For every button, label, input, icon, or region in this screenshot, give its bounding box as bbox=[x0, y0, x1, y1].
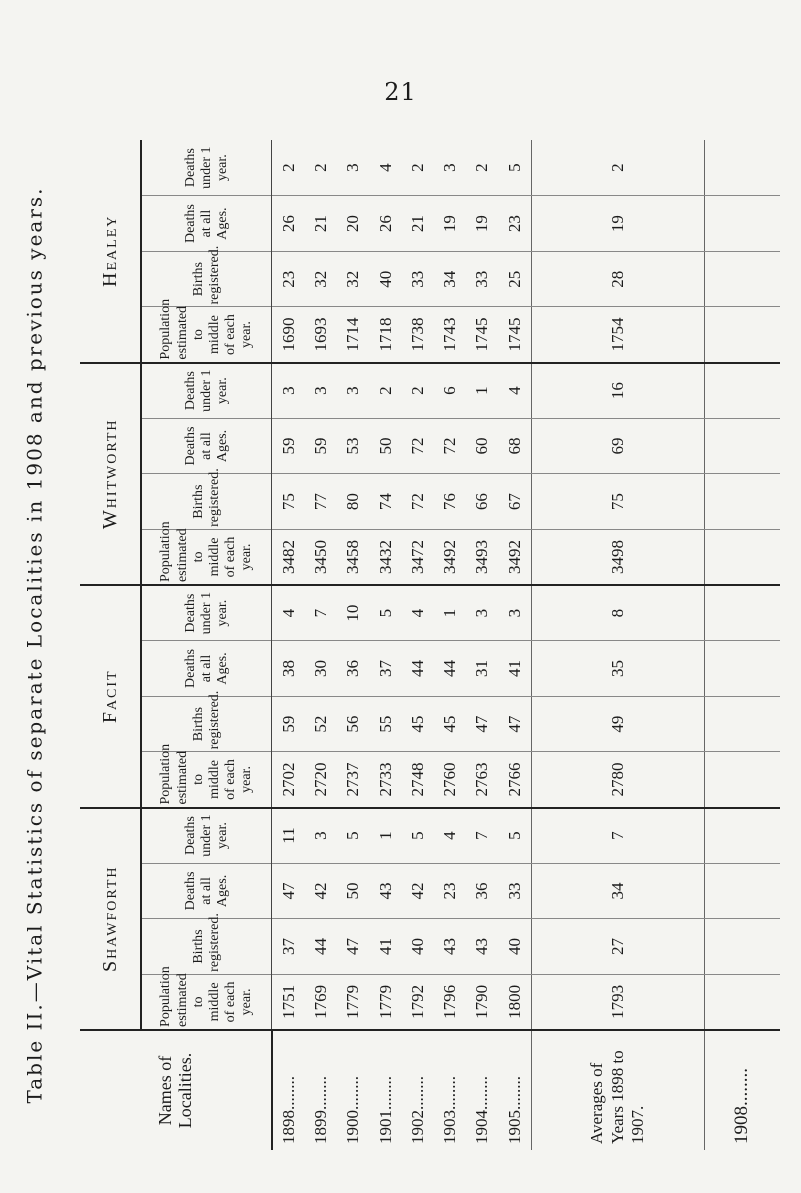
table-cell: 68 bbox=[498, 418, 531, 474]
table-cell: 72 bbox=[402, 474, 434, 530]
vital-statistics-table bbox=[80, 140, 780, 1150]
table-cell: 47 bbox=[337, 919, 369, 975]
table-cell: 1800 bbox=[498, 974, 531, 1030]
table-cell: 5 bbox=[498, 140, 531, 196]
table-cell: 1751 bbox=[272, 974, 305, 1030]
table-cell: 7 bbox=[466, 808, 498, 864]
table-cell: 33 bbox=[466, 251, 498, 307]
table-cell: 19 bbox=[531, 196, 704, 252]
table-cell: 76 bbox=[434, 474, 466, 530]
table-cell: 28 bbox=[531, 251, 704, 307]
table-cell: 30 bbox=[305, 641, 337, 697]
table-cell: 8 bbox=[531, 585, 704, 641]
table-cell: 3 bbox=[305, 808, 337, 864]
table-cell: 1 bbox=[370, 808, 402, 864]
table-cell: 53 bbox=[337, 418, 369, 474]
table-cell: 7 bbox=[305, 585, 337, 641]
table-row bbox=[337, 140, 369, 1150]
table-cell: 32 bbox=[337, 251, 369, 307]
col-deaths-all-ages: Deaths at all Ages. bbox=[141, 641, 272, 697]
table-cell: 67 bbox=[498, 474, 531, 530]
table-cell: 33 bbox=[402, 251, 434, 307]
averages-row bbox=[531, 140, 704, 1150]
table-cell: 45 bbox=[434, 696, 466, 752]
table-cell: 2760 bbox=[434, 752, 466, 808]
column-header-row bbox=[141, 140, 272, 1150]
table-cell: 43 bbox=[466, 919, 498, 975]
table-cell: 37 bbox=[272, 919, 305, 975]
col-deaths-under-1: Deaths under 1 year. bbox=[141, 140, 272, 196]
col-deaths-under-1: Deaths under 1 year. bbox=[141, 585, 272, 641]
locality-whitworth: Whitworth bbox=[80, 363, 141, 585]
table-cell: 5 bbox=[370, 585, 402, 641]
table-cell: 43 bbox=[370, 863, 402, 919]
table-cell: 74 bbox=[370, 474, 402, 530]
table-cell: 1779 bbox=[337, 974, 369, 1030]
table-body bbox=[272, 140, 531, 1150]
table-cell: 47 bbox=[272, 863, 305, 919]
table-cell: 3458 bbox=[337, 529, 369, 585]
table-cell: 3498 bbox=[531, 529, 704, 585]
table-cell: 66 bbox=[466, 474, 498, 530]
table-cell: 50 bbox=[337, 863, 369, 919]
table-cell: 77 bbox=[305, 474, 337, 530]
table-cell: 59 bbox=[305, 418, 337, 474]
locality-header-row bbox=[80, 140, 141, 1150]
table-cell: 3 bbox=[466, 585, 498, 641]
table-cell: 3 bbox=[337, 363, 369, 419]
table-cell: 26 bbox=[370, 196, 402, 252]
year-cell: 1902........ bbox=[407, 1076, 427, 1144]
table-cell: 32 bbox=[305, 251, 337, 307]
table-cell: 40 bbox=[370, 251, 402, 307]
col-births: Births registered. bbox=[141, 251, 272, 307]
table-cell: 10 bbox=[337, 585, 369, 641]
table-cell: 50 bbox=[370, 418, 402, 474]
table-cell: 26 bbox=[272, 196, 305, 252]
table-cell: 2 bbox=[272, 140, 305, 196]
table-cell: 1769 bbox=[305, 974, 337, 1030]
year-cell: 1903........ bbox=[440, 1076, 460, 1144]
year-cell: 1900........ bbox=[343, 1076, 363, 1144]
col-population: Population estimated to middle of each year. bbox=[141, 529, 272, 585]
table-cell: 43 bbox=[434, 919, 466, 975]
table-cell: 2 bbox=[402, 363, 434, 419]
table-cell: 21 bbox=[305, 196, 337, 252]
table-cell: 1738 bbox=[402, 307, 434, 363]
table-cell: 49 bbox=[531, 696, 704, 752]
table-cell: 2763 bbox=[466, 752, 498, 808]
table-cell: 72 bbox=[434, 418, 466, 474]
table-cell: 1790 bbox=[466, 974, 498, 1030]
table-cell: 21 bbox=[402, 196, 434, 252]
table-container bbox=[80, 140, 780, 1150]
table-cell: 1754 bbox=[531, 307, 704, 363]
year-cell: 1899........ bbox=[311, 1076, 331, 1144]
table-cell: 1693 bbox=[305, 307, 337, 363]
table-cell: 25 bbox=[498, 251, 531, 307]
table-cell: 44 bbox=[305, 919, 337, 975]
col-births: Births registered. bbox=[141, 919, 272, 975]
table-cell: 20 bbox=[337, 196, 369, 252]
col-births: Births registered. bbox=[141, 474, 272, 530]
table-cell: 23 bbox=[498, 196, 531, 252]
table-cell: 3472 bbox=[402, 529, 434, 585]
table-cell: 34 bbox=[434, 251, 466, 307]
table-row bbox=[402, 140, 434, 1150]
table-cell: 19 bbox=[434, 196, 466, 252]
table-cell: 1796 bbox=[434, 974, 466, 1030]
table-cell: 1779 bbox=[370, 974, 402, 1030]
page-number: 21 bbox=[384, 78, 417, 106]
table-cell: 1690 bbox=[272, 307, 305, 363]
col-deaths-under-1: Deaths under 1 year. bbox=[141, 363, 272, 419]
table-cell: 2766 bbox=[498, 752, 531, 808]
table-cell: 11 bbox=[272, 808, 305, 864]
col-deaths-all-ages: Deaths at all Ages. bbox=[141, 863, 272, 919]
locality-facit: Facit bbox=[80, 585, 141, 807]
table-cell: 36 bbox=[466, 863, 498, 919]
table-cell: 2748 bbox=[402, 752, 434, 808]
table-cell: 1792 bbox=[402, 974, 434, 1030]
table-cell: 3432 bbox=[370, 529, 402, 585]
table-cell: 3450 bbox=[305, 529, 337, 585]
year-cell: 1905........ bbox=[504, 1076, 524, 1144]
table-row bbox=[498, 140, 531, 1150]
table-cell: 59 bbox=[272, 696, 305, 752]
table-cell: 72 bbox=[402, 418, 434, 474]
col-deaths-under-1: Deaths under 1 year. bbox=[141, 808, 272, 864]
table-cell: 19 bbox=[466, 196, 498, 252]
table-cell: 1745 bbox=[466, 307, 498, 363]
table-cell: 69 bbox=[531, 418, 704, 474]
locality-healey: Healey bbox=[80, 140, 141, 363]
table-cell: 1 bbox=[466, 363, 498, 419]
col-population: Population estimated to middle of each year. bbox=[141, 974, 272, 1030]
table-cell: 1718 bbox=[370, 307, 402, 363]
table-cell: 42 bbox=[305, 863, 337, 919]
year-1908-label: 1908........ bbox=[704, 1030, 780, 1150]
table-cell: 55 bbox=[370, 696, 402, 752]
year-1908-row bbox=[704, 140, 780, 1150]
table-cell: 2733 bbox=[370, 752, 402, 808]
table-cell: 2 bbox=[531, 140, 704, 196]
table-cell: 23 bbox=[434, 863, 466, 919]
table-cell: 4 bbox=[498, 363, 531, 419]
table-cell: 2737 bbox=[337, 752, 369, 808]
table-row bbox=[370, 140, 402, 1150]
table-cell: 44 bbox=[434, 641, 466, 697]
col-population: Population estimated to middle of each year. bbox=[141, 307, 272, 363]
table-cell: 31 bbox=[466, 641, 498, 697]
table-cell: 5 bbox=[498, 808, 531, 864]
table-cell: 2 bbox=[466, 140, 498, 196]
table-cell: 27 bbox=[531, 919, 704, 975]
table-cell: 1745 bbox=[498, 307, 531, 363]
table-cell: 3492 bbox=[434, 529, 466, 585]
names-of-localities-header: Names of Localities. bbox=[80, 1030, 272, 1150]
table-cell: 42 bbox=[402, 863, 434, 919]
table-cell: 36 bbox=[337, 641, 369, 697]
table-row bbox=[305, 140, 337, 1150]
table-cell: 2720 bbox=[305, 752, 337, 808]
table-cell: 47 bbox=[498, 696, 531, 752]
locality-shawforth: Shawforth bbox=[80, 808, 141, 1030]
table-cell: 3 bbox=[272, 363, 305, 419]
table-row bbox=[434, 140, 466, 1150]
table-cell: 3 bbox=[434, 140, 466, 196]
table-cell: 33 bbox=[498, 863, 531, 919]
table-cell: 23 bbox=[272, 251, 305, 307]
table-cell: 80 bbox=[337, 474, 369, 530]
table-row bbox=[466, 140, 498, 1150]
table-cell: 37 bbox=[370, 641, 402, 697]
col-deaths-all-ages: Deaths at all Ages. bbox=[141, 196, 272, 252]
table-cell: 7 bbox=[531, 808, 704, 864]
table-cell: 4 bbox=[402, 585, 434, 641]
col-deaths-all-ages: Deaths at all Ages. bbox=[141, 418, 272, 474]
table-cell: 44 bbox=[402, 641, 434, 697]
table-cell: 1793 bbox=[531, 974, 704, 1030]
table-cell: 60 bbox=[466, 418, 498, 474]
table-cell: 3 bbox=[305, 363, 337, 419]
table-cell: 75 bbox=[272, 474, 305, 530]
table-cell: 47 bbox=[466, 696, 498, 752]
table-cell: 2 bbox=[305, 140, 337, 196]
table-cell: 4 bbox=[370, 140, 402, 196]
table-cell: 3492 bbox=[498, 529, 531, 585]
table-cell: 41 bbox=[498, 641, 531, 697]
year-cell: 1904........ bbox=[472, 1076, 492, 1144]
table-title bbox=[10, 140, 60, 1150]
col-population: Population estimated to middle of each year. bbox=[141, 752, 272, 808]
table-cell: 1743 bbox=[434, 307, 466, 363]
table-cell: 5 bbox=[337, 808, 369, 864]
table-cell: 2780 bbox=[531, 752, 704, 808]
table-cell: 5 bbox=[402, 808, 434, 864]
table-title-text: Table II.—Vital Statistics of separate Localities in 1908 and previous years. bbox=[23, 186, 47, 1104]
table-cell: 34 bbox=[531, 863, 704, 919]
table-cell: 2702 bbox=[272, 752, 305, 808]
table-cell: 38 bbox=[272, 641, 305, 697]
table-cell: 3 bbox=[337, 140, 369, 196]
table-cell: 40 bbox=[402, 919, 434, 975]
table-cell: 75 bbox=[531, 474, 704, 530]
table-cell: 56 bbox=[337, 696, 369, 752]
table-cell: 16 bbox=[531, 363, 704, 419]
table-cell: 6 bbox=[434, 363, 466, 419]
year-cell: 1901........ bbox=[375, 1076, 395, 1144]
table-row bbox=[272, 140, 305, 1150]
table-cell: 52 bbox=[305, 696, 337, 752]
table-cell: 2 bbox=[402, 140, 434, 196]
table-cell: 40 bbox=[498, 919, 531, 975]
averages-label: Averages of Years 1898 to 1907. bbox=[531, 1030, 704, 1150]
year-cell: 1898........ bbox=[278, 1076, 298, 1144]
table-cell: 41 bbox=[370, 919, 402, 975]
table-cell: 3 bbox=[498, 585, 531, 641]
table-cell: 45 bbox=[402, 696, 434, 752]
table-cell: 4 bbox=[272, 585, 305, 641]
table-cell: 2 bbox=[370, 363, 402, 419]
table-cell: 4 bbox=[434, 808, 466, 864]
table-cell: 35 bbox=[531, 641, 704, 697]
table-cell: 59 bbox=[272, 418, 305, 474]
table-cell: 3482 bbox=[272, 529, 305, 585]
col-births: Births registered. bbox=[141, 696, 272, 752]
table-cell: 1 bbox=[434, 585, 466, 641]
table-cell: 1714 bbox=[337, 307, 369, 363]
table-cell: 3493 bbox=[466, 529, 498, 585]
